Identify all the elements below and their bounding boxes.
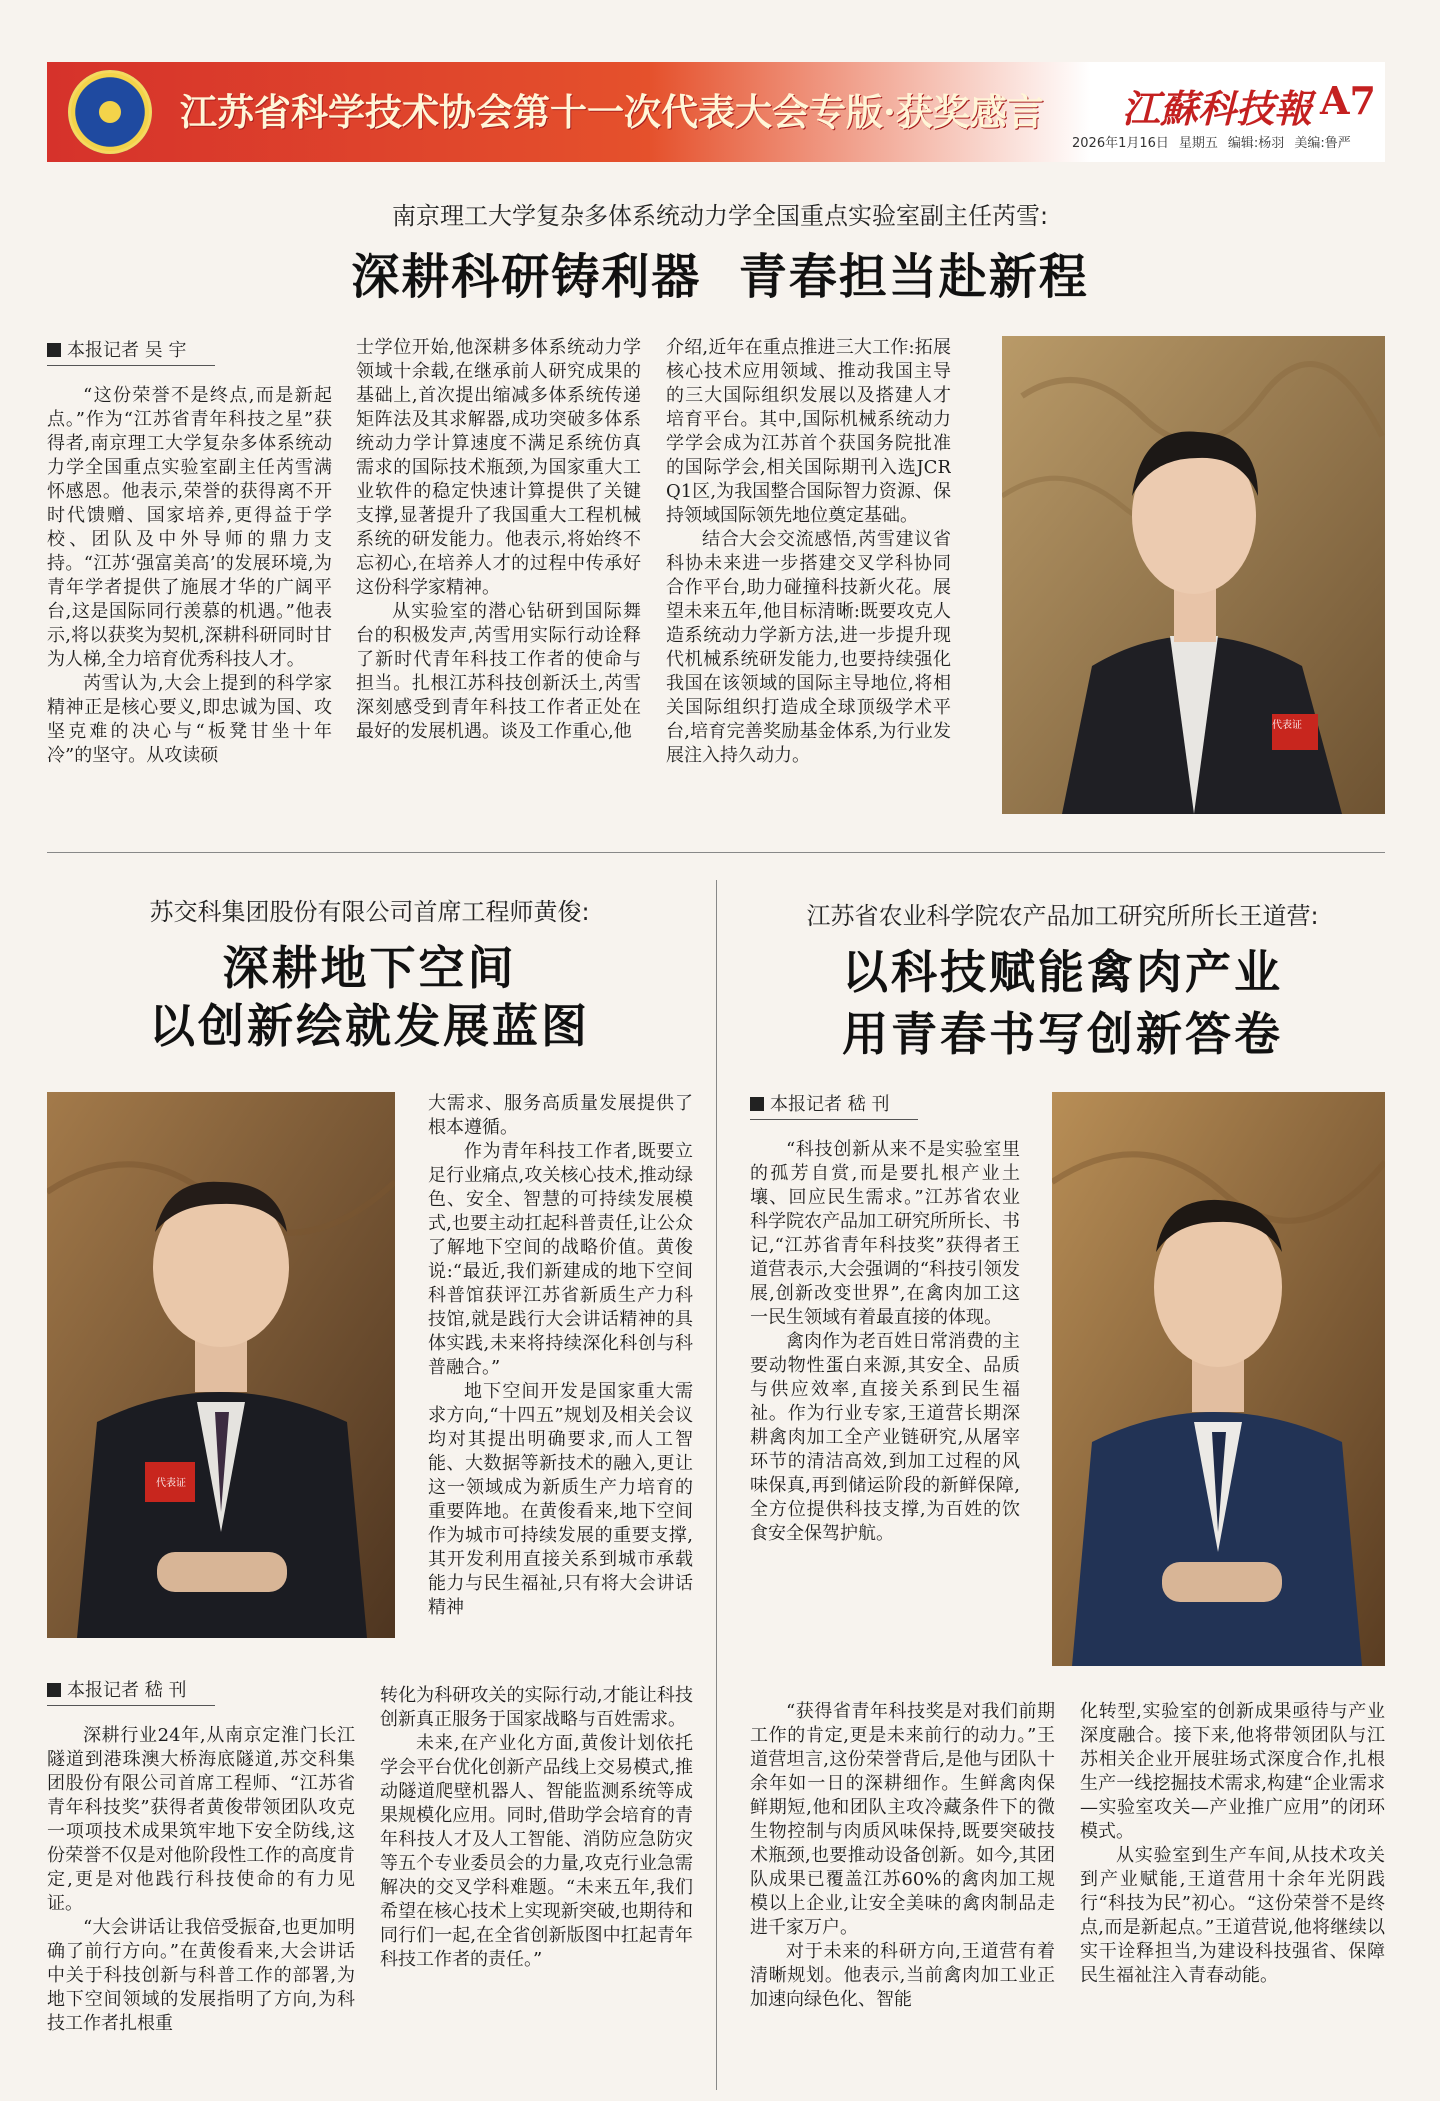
section-divider-horizontal [47, 852, 1385, 853]
article1-column-2: 士学位开始,他深耕多体系统动力学领域十余载,在继承前人研究成果的基础上,首次提出缩减多体系统传递矩阵法及其求解器,成功突破多体系统动力学计算速度不满足系统仿真需求的国际技术瓶颈,为国家重大工业软件的稳定快速计算提供了关键支撑,显著提升了我国重大工程机械系统的研发能力。他表示,将始终不忘初心,在培养人才的过程中传承好这份科学家精神。 从实验室的潜心钻研到国际舞台的积极发声,芮雪用实际行动诠释了新时代青年科技工作者的使命与担当。扎根江苏科技创新沃土,芮雪深刻感受到青年科技工作者正处在最好的发展机遇。谈及工作重心,他 [356, 337, 641, 742]
association-emblem-icon [68, 70, 152, 154]
dateline [1072, 132, 1361, 151]
article2-portrait-photo [47, 1092, 395, 1638]
section-divider-vertical [716, 880, 717, 2090]
article3-column-3: 化转型,实验室的创新成果亟待与产业深度融合。接下来,他将带领团队与江苏相关企业开展驻场式深度合作,扎根生产一线挖掘技术需求,构建“企业需求—实验室攻关—产业推广应用”的闭环模式。 从实验室到生产车间,从技术攻关到产业赋能,王道营用十余年光阴践行“科技为民”初心。“这份荣誉不是终点,而是新起点。”王道营说,他将继续以实干诠释担当,为建设科技强省、保障民生福祉注入青春动能。 [1080, 1701, 1385, 1986]
article3-kicker: 江苏省农业科学院农产品加工研究所所长王道营: [806, 902, 1319, 930]
article1-portrait-photo [1002, 336, 1385, 814]
article2-column-mid: 转化为科研攻关的实际行动,才能让科技创新真正服务于国家战略与百姓需求。 未来,在产业化方面,黄俊计划依托学会平台优化创新产品线上交易模式,推动隧道爬壁机器人、智能监测系统等成果规模化应用。同时,借助学会培育的青年科技人才及人工智能、消防应急防灾等五个专业委员会的力量,攻克行业急需解决的交叉学科难题。“未来五年,我们希望在核心技术上实现新突破,也期待和同行们一起,在全省创新版图中扛起青年科技工作者的责任。” [380, 1685, 693, 1970]
article1-headline: 深耕科研铸利器 青春担当赴新程 [351, 249, 1089, 305]
byline-name: 嵇 刊 [847, 1094, 890, 1115]
byline-name: 嵇 刊 [144, 1680, 187, 1701]
article1-column-3: 介绍,近年在重点推进三大工作:拓展核心技术应用领域、推动我国主导的三大国际组织发展以及搭建人才培育平台。其中,国际机械系统动力学学会成为江苏首个获国务院批准的国际学会,相关国际期刊入选JCR Q1区,为我国整合国际智力资源、保持领域国际领先地位奠定基础。 结合大会交流感悟,芮雪建议省科协未来进一步搭建交叉学科协同合作平台,助力碰撞科技新火花。展望未来五年,他目标清晰:既要攻克人造系统动力学新方法,进一步提升现代机械系统研发能力,也要持续强化我国在该领域的国际主导地位,将相关国际组织打造成全球顶级学术平台,培育完善奖励基金体系,为行业发展注入持久动力。 [666, 337, 951, 766]
banner-title: 江苏省科学技术协会第十一次代表大会专版·获奖感言 [180, 90, 1044, 134]
byline-square-icon [47, 343, 61, 357]
article3-headline-line2: 用青春书写创新答卷 [842, 1007, 1283, 1061]
designer-credit: 美编:鲁严 [1294, 136, 1351, 151]
article1-badge-label: 代表证 [1272, 720, 1302, 731]
editor-credit: 编辑:杨羽 [1227, 136, 1285, 151]
article2-column-right: 大需求、服务高质量发展提供了根本遵循。 作为青年科技工作者,既要立足行业痛点,攻关核心技术,推动绿色、安全、智慧的可持续发展模式,也要主动扛起科普责任,让公众了解地下空间的战略价值。黄俊说:“最近,我们新建成的地下空间科普馆获评江苏省新质生产力科技馆,就是践行大会讲话精神的具体实践,未来将持续深化科创与科普融合。” 地下空间开发是国家重大需求方向,“十四五”规划及相关会议均对其提出明确要求,而人工智能、大数据等新技术的融入,更让这一领域成为新质生产力培育的重要阵地。在黄俊看来,地下空间作为城市可持续发展的重要支撑,其开发利用直接关系到城市承载能力与民生福祉,只有将大会讲话精神 [428, 1093, 693, 1618]
article3-headline-line1: 以科技赋能禽肉产业 [842, 945, 1283, 999]
byline-name: 吴 宇 [144, 340, 187, 361]
article2-headline-line1: 深耕地下空间 [222, 941, 517, 995]
byline-square-icon [750, 1097, 764, 1111]
article2-kicker: 苏交科集团股份有限公司首席工程师黄俊: [149, 898, 590, 926]
article3-portrait-photo [1052, 1092, 1385, 1666]
issue-weekday: 星期五 [1178, 136, 1218, 151]
article1-byline: 本报记者 吴 宇 [47, 336, 215, 366]
byline-square-icon [47, 1683, 61, 1697]
article3-byline: 本报记者 嵇 刊 [750, 1090, 918, 1120]
newspaper-masthead: 江蘇科技報 [1122, 86, 1313, 131]
issue-date: 2026年1月16日 [1072, 136, 1169, 151]
page-number: A7 [1320, 78, 1376, 123]
article3-column-2: “获得省青年科技奖是对我们前期工作的肯定,更是未来前行的动力。”王道营坦言,这份荣誉背后,是他与团队十余年如一日的深耕细作。生鲜禽肉保鲜期短,他和团队主攻冷藏条件下的微生物控制与肉质风味保持,既要突破技术瓶颈,也要推动设备创新。如今,其团队成果已覆盖江苏60%的禽肉加工规模以上企业,让安全美味的禽肉制品走进千家万户。 对于未来的科研方向,王道营有着清晰规划。他表示,当前禽肉加工业正加速向绿色化、智能 [750, 1701, 1055, 2010]
article2-badge-label: 代表证 [156, 1478, 186, 1489]
article3-column-1: “科技创新从来不是实验室里的孤芳自赏,而是要扎根产业土壤、回应民生需求。”江苏省农业科学院农产品加工研究所所长、书记,“江苏省青年科技奖”获得者王道营表示,大会强调的“科技引领发展,创新改变世界”,在禽肉加工这一民生领域有着最直接的体现。 禽肉作为老百姓日常消费的主要动物性蛋白来源,其安全、品质与供应效率,直接关系到民生福祉。作为行业专家,王道营长期深耕禽肉加工全产业链研究,从屠宰环节的清洁高效,到加工过程的风味保真,再到储运阶段的新鲜保障,全方位提供科技支撑,为百姓的饮食安全保驾护航。 [750, 1139, 1020, 1544]
article1-kicker: 南京理工大学复杂多体系统动力学全国重点实验室副主任芮雪: [391, 202, 1049, 230]
article2-column-left: 深耕行业24年,从南京定淮门长江隧道到港珠澳大桥海底隧道,苏交科集团股份有限公司首席工程师、“江苏省青年科技奖”获得者黄俊带领团队攻克一项项技术成果筑牢地下安全防线,这份荣誉不仅是对他阶段性工作的高度肯定,更是对他践行科技使命的有力见证。 “大会讲话让我倍受振奋,也更加明确了前行方向。”在黄俊看来,大会讲话中关于科技创新与科普工作的部署,为地下空间领域的发展指明了方向,为科技工作者扎根重 [47, 1725, 355, 2034]
article1-column-1: “这份荣誉不是终点,而是新起点。”作为“江苏省青年科技之星”获得者,南京理工大学复杂多体系统动力学全国重点实验室副主任芮雪满怀感恩。他表示,荣誉的获得离不开时代馈赠、国家培养,更得益于学校、团队及中外导师的鼎力支持。“江苏‘强富美高’的发展环境,为青年学者提供了施展才华的广阔平台,这是国际同行羡慕的机遇。”他表示,将以获奖为契机,深耕科研同时甘为人梯,全力培育优秀科技人才。 芮雪认为,大会上提到的科学家精神正是核心要义,即忠诚为国、攻坚克难的决心与“板凳甘坐十年冷”的坚守。从攻读硕 [47, 385, 332, 766]
article2-headline-line2: 以创新绘就发展蓝图 [149, 999, 590, 1053]
article2-byline: 本报记者 嵇 刊 [47, 1676, 215, 1706]
